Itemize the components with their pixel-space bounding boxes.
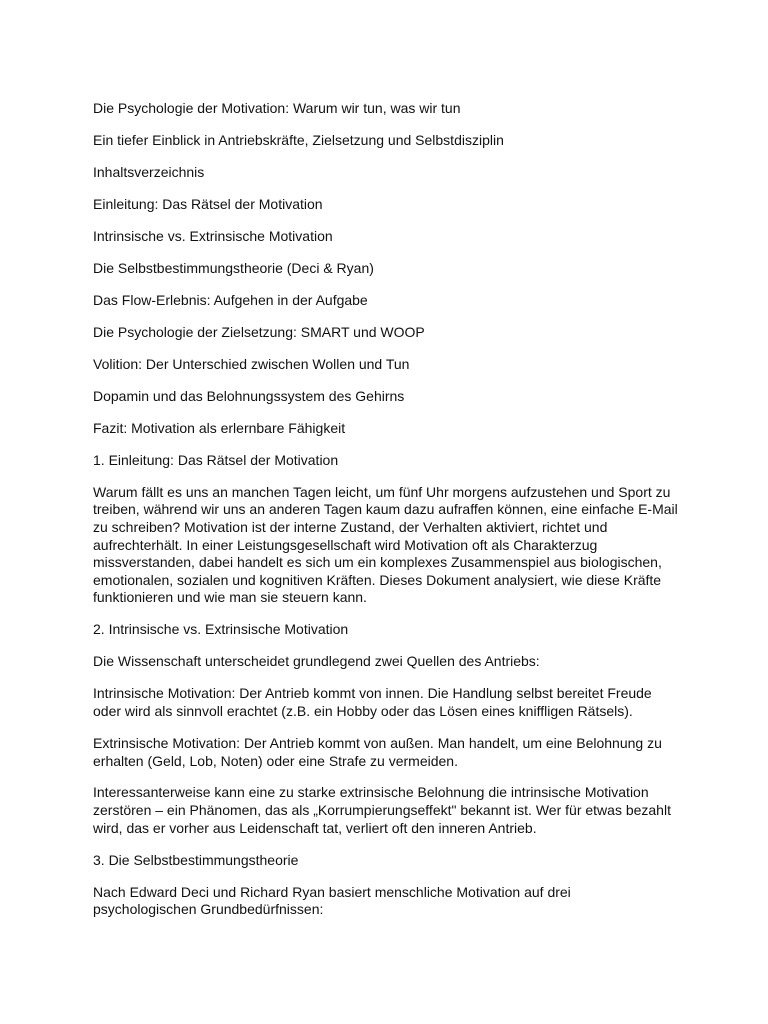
section-paragraph: Interessanterweise kann eine zu starke extrinsische Belohnung die intrinsische Motivation zerstören – ein Phänomen, das als „Korrumpierungseffekt" bekannt ist. Wer für etwas bezahlt wird, das er vorher aus Leidenschaft tat, verliert oft den inneren Antrieb. bbox=[93, 784, 671, 836]
section-paragraph: Nach Edward Deci und Richard Ryan basiert menschliche Motivation auf drei psychologischen Grundbedürfnissen: bbox=[93, 883, 571, 918]
toc-item: Dopamin und das Belohnungssystem des Gehirns bbox=[93, 387, 405, 404]
document-subtitle: Ein tiefer Einblick in Antriebskräfte, Zielsetzung und Selbstdisziplin bbox=[93, 131, 504, 148]
toc-item: Intrinsische vs. Extrinsische Motivation bbox=[93, 227, 333, 244]
section-paragraph: Warum fällt es uns an manchen Tagen leicht, um fünf Uhr morgens aufzustehen und Sport zu treiben, während wir uns an anderen Tagen kaum dazu aufraffen können, eine einfache E-Mail zu schreiben? Motivation ist der interne Zustand, der Verhalten aktiviert, richtet und aufrechterhält. In einer Leistungsgesellschaft wird Motivation oft als Charakterzug missverstanden, dabei handelt es sich um ein komplexes Zusammenspiel aus biologischen, emotionalen, sozialen und kognitiven Kräften. Dieses Dokument analysiert, wie diese Kräfte funktionieren und wie man sie steuern kann. bbox=[93, 483, 678, 606]
toc-item: Die Psychologie der Zielsetzung: SMART und WOOP bbox=[93, 323, 425, 340]
section-paragraph: Intrinsische Motivation: Der Antrieb kommt von innen. Die Handlung selbst bereitet Freude oder wird als sinnvoll erachtet (z.B. ein Hobby oder das Lösen eines kniffligen Rätsels). bbox=[93, 685, 652, 719]
section-heading: 3. Die Selbstbestimmungstheorie bbox=[93, 851, 299, 868]
document-title: Die Psychologie der Motivation: Warum wir tun, was wir tun bbox=[93, 100, 461, 116]
section-paragraph: Extrinsische Motivation: Der Antrieb kommt von außen. Man handelt, um eine Belohnung zu erhalten (Geld, Lob, Noten) oder eine Strafe zu vermeiden. bbox=[93, 734, 662, 769]
section-heading: 2. Intrinsische vs. Extrinsische Motivation bbox=[93, 621, 349, 638]
toc-item: Die Selbstbestimmungstheorie (Deci & Ryan) bbox=[93, 259, 374, 276]
document-body bbox=[93, 100, 678, 933]
toc-item: Einleitung: Das Rätsel der Motivation bbox=[93, 195, 323, 212]
toc-item: Volition: Der Unterschied zwischen Wollen und Tun bbox=[93, 355, 410, 372]
toc-item: Fazit: Motivation als erlernbare Fähigkeit bbox=[93, 419, 346, 436]
section-heading: 1. Einleitung: Das Rätsel der Motivation bbox=[93, 451, 339, 468]
toc-heading: Inhaltsverzeichnis bbox=[93, 163, 205, 180]
toc-item: Das Flow-Erlebnis: Aufgehen in der Aufgabe bbox=[93, 291, 368, 308]
section-paragraph: Die Wissenschaft unterscheidet grundlegend zwei Quellen des Antriebs: bbox=[93, 653, 540, 670]
